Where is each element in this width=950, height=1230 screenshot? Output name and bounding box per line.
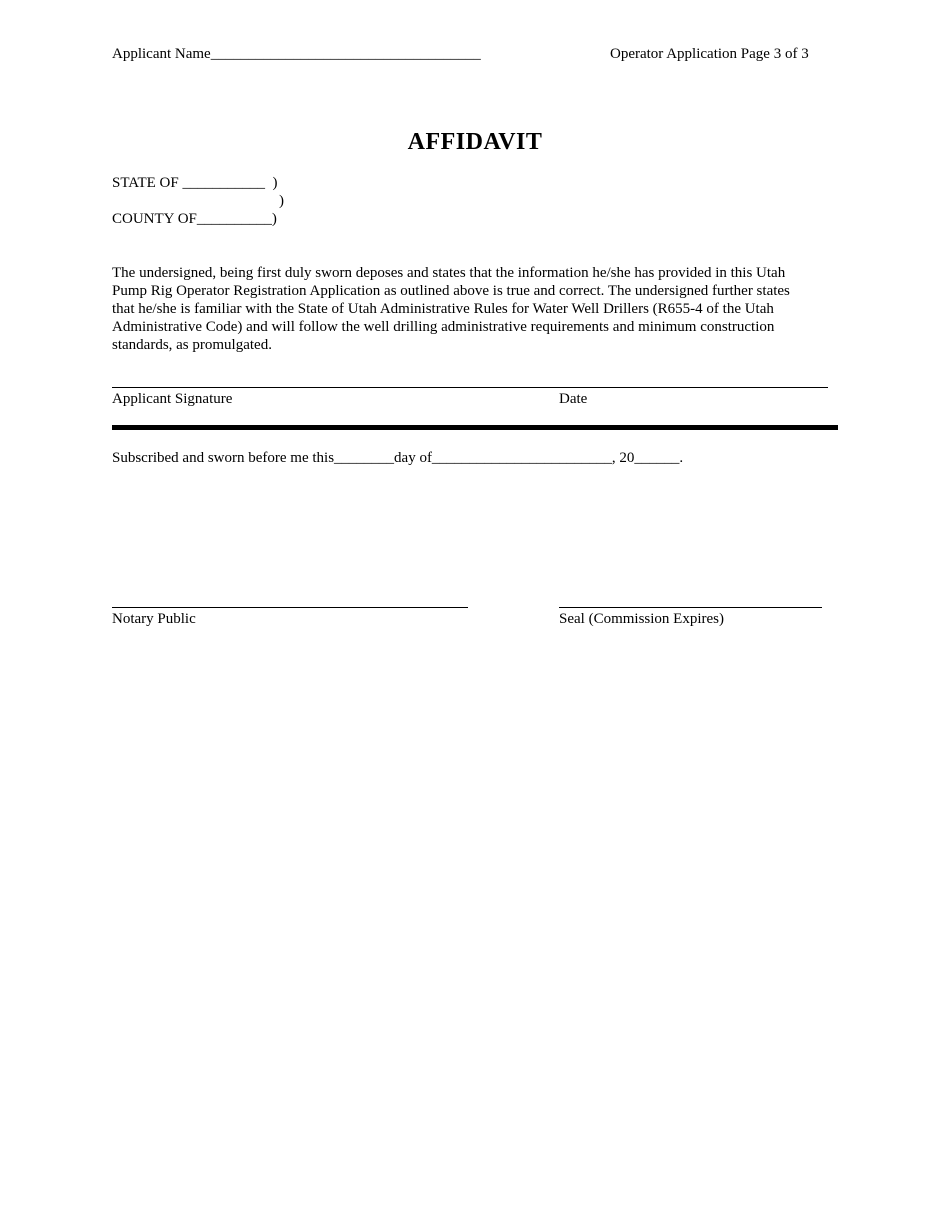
seal-commission-line[interactable] [559,607,822,608]
page-indicator: Operator Application Page 3 of 3 [610,46,809,62]
venue-bracket: ) [279,193,284,209]
applicant-signature-label: Applicant Signature [112,391,233,407]
applicant-signature-line[interactable] [112,387,828,388]
notary-public-label: Notary Public [112,611,196,627]
date-label: Date [559,391,588,407]
notary-signature-line[interactable] [112,607,468,608]
county-of-field[interactable]: COUNTY OF__________) [112,211,277,227]
subscribed-sworn-line[interactable]: Subscribed and sworn before me this________day of________________________, 20______. [112,450,684,466]
applicant-name-field[interactable]: Applicant Name____________________________________ [112,46,481,62]
page-title: AFFIDAVIT [407,129,543,155]
seal-commission-label: Seal (Commission Expires) [559,611,724,627]
section-divider [112,425,838,430]
state-of-field[interactable]: STATE OF ___________ ) [112,175,278,191]
affidavit-statement: The undersigned, being first duly sworn deposes and states that the information he/she has provided in this Utah Pump Rig Operator Registration Application as outlined above is true and correct. The undersigned further states that he/she is familiar with the State of Utah Administrative Rules for Water Well Drillers (R655-4 of the Utah Administrative Code) and will follow the well drilling administrative requirements and minimum construction standards, as promulgated. [112,265,790,353]
